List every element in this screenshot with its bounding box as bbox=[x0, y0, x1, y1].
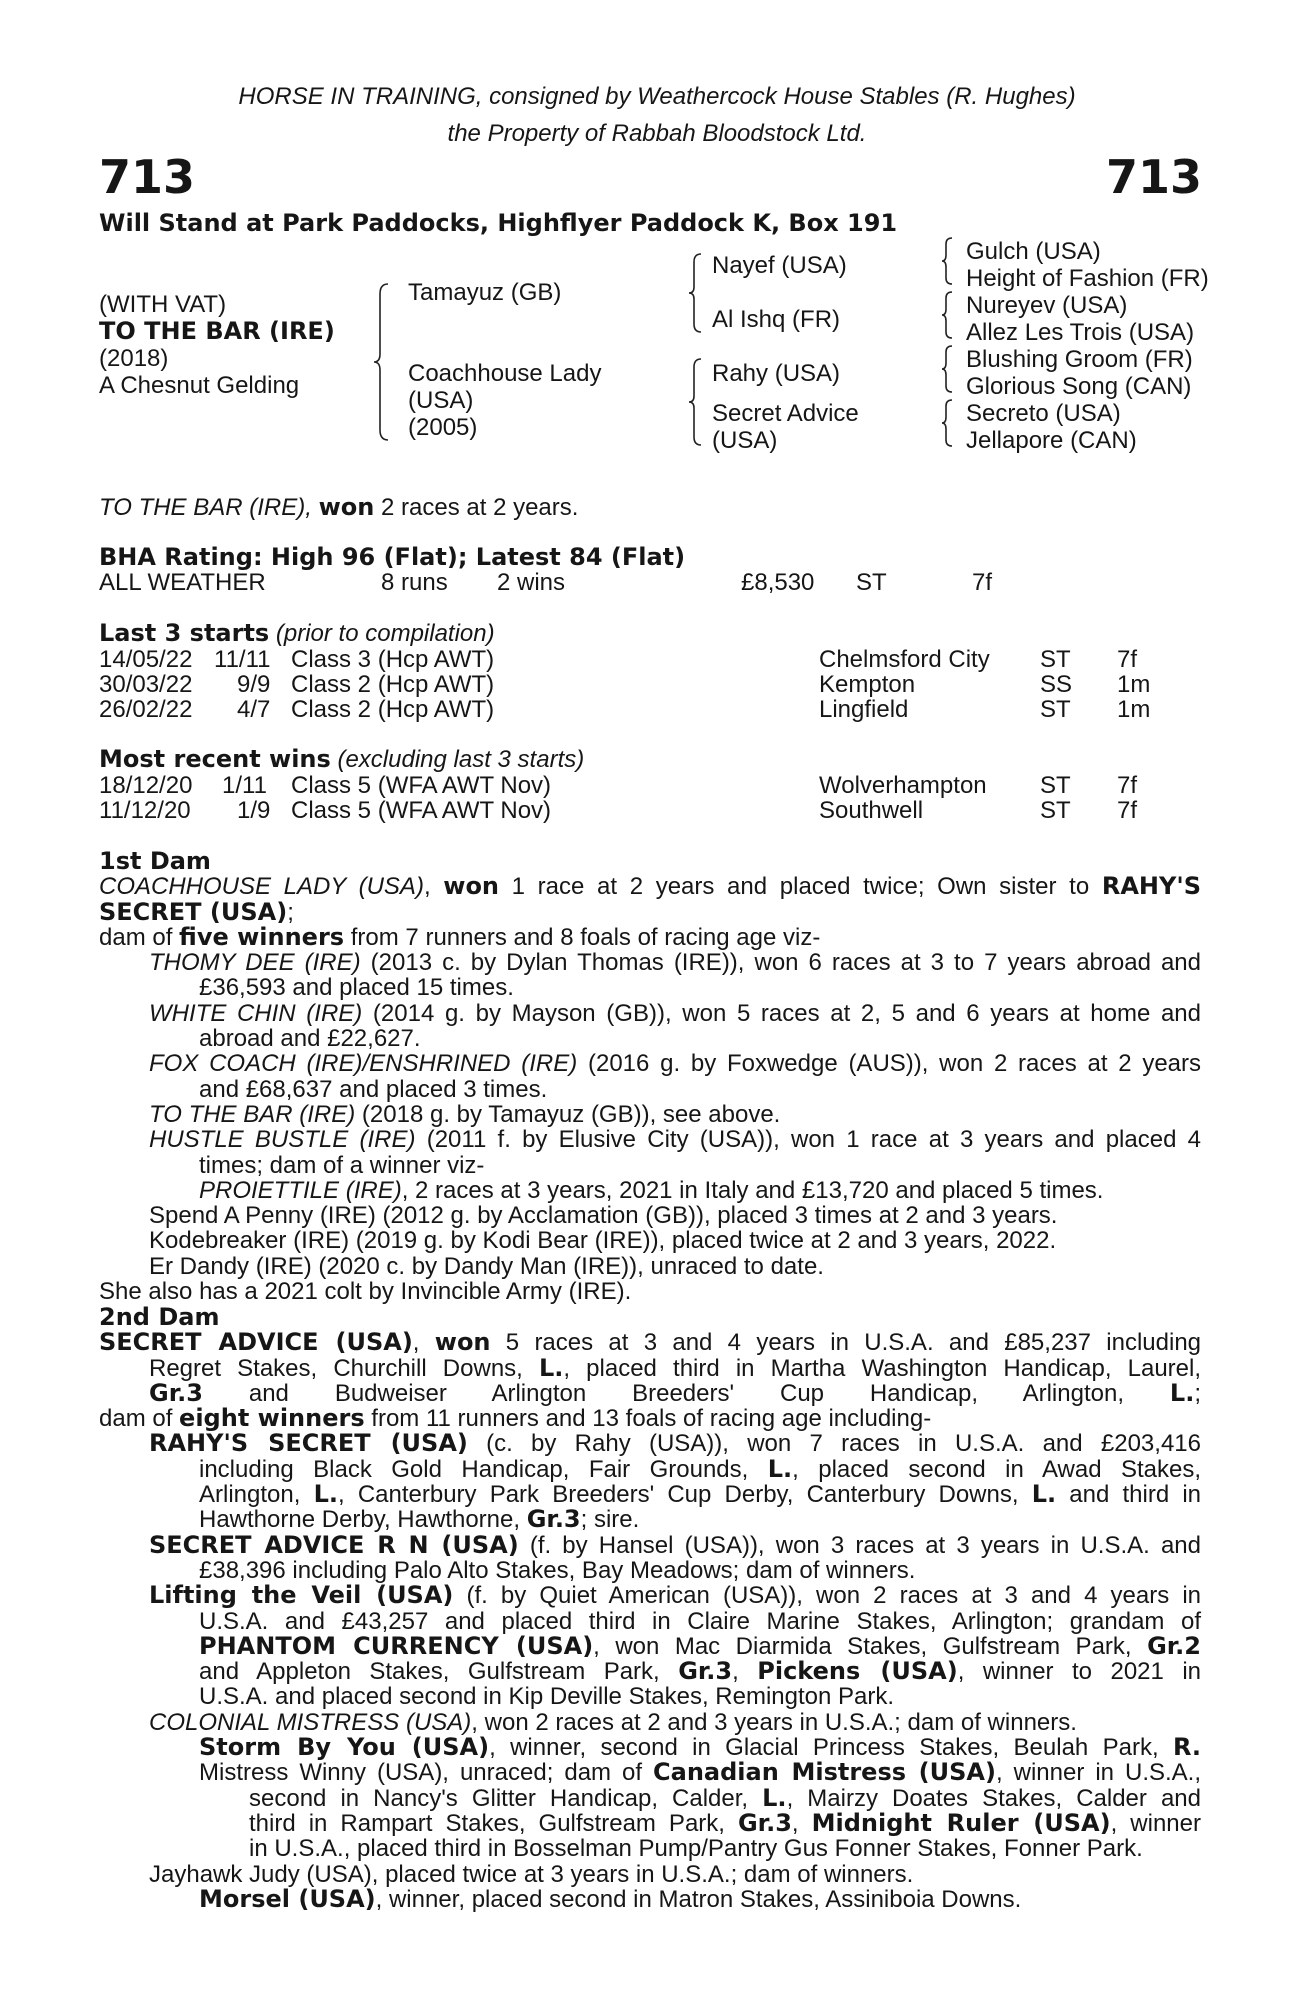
produce-entry: FOX COACH (IRE)/ENSHRINED (IRE) (2016 g. by Foxwedge (AUS)), won 2 races at 2 years bbox=[149, 1050, 1202, 1078]
produce-entry: Lifting the Veil (USA) (f. by Quiet American (USA)), won 2 races at 3 and 4 years in bbox=[149, 1581, 1201, 1610]
produce-entry: SECRET ADVICE R N (USA) (f. by Hansel (USA)), won 3 races at 3 years in U.S.A. and bbox=[149, 1530, 1201, 1559]
produce-entry-cont: third in Rampart Stakes, Gulfstream Park, Gr.3, Midnight Ruler (USA), winner bbox=[249, 1808, 1201, 1837]
pedigree-gen3-8: Jellapore (CAN) bbox=[966, 427, 1137, 454]
produce-entry: HUSTLE BUSTLE (IRE) (2011 f. by Elusive City (USA)), won 1 race at 3 years and placed 4 bbox=[149, 1126, 1201, 1154]
first-dam-section bbox=[99, 849, 1201, 1304]
win-row-1: 18/12/20 1/11 Class 5 (WFA AWT Nov) Wolverhampton ST 7f bbox=[99, 772, 1138, 799]
horse-description: A Chesnut Gelding bbox=[99, 372, 300, 399]
pedigree-gen3-4: Allez Les Trois (USA) bbox=[966, 319, 1195, 346]
all-weather-record: ALL WEATHER 8 runs 2 wins £8,530 ST 7f bbox=[99, 569, 993, 596]
produce-entry-cont: £38,396 including Palo Alto Stakes, Bay Meadows; dam of winners. bbox=[199, 1556, 916, 1584]
produce-entry-cont: U.S.A. and £43,257 and placed third in Claire Marine Stakes, Arlington; grandam of bbox=[199, 1607, 1201, 1635]
produce-entry: COLONIAL MISTRESS (USA), won 2 races at 2 and 3 years in U.S.A.; dam of winners. bbox=[149, 1708, 1077, 1736]
first-dam-note: She also has a 2021 colt by Invincible Army (IRE). bbox=[99, 1278, 632, 1306]
produce-entry-sub: Storm By You (USA), winner, second in Glacial Princess Stakes, Beulah Park, R. bbox=[199, 1733, 1201, 1762]
pedigree-gen2-dam-dam-country: (USA) bbox=[712, 427, 778, 454]
horse-year: (2018) bbox=[99, 345, 169, 372]
pedigree-gen3-2: Height of Fashion (FR) bbox=[966, 265, 1209, 292]
second-dam-line: Regret Stakes, Churchill Downs, L., placed third in Martha Washington Handicap, Laurel, bbox=[149, 1353, 1202, 1382]
start-row-3: 26/02/22 4/7 Class 2 (Hcp AWT) Lingfield ST 1m bbox=[99, 696, 1151, 723]
first-dam-line: SECRET (USA); bbox=[99, 897, 294, 926]
produce-entry-cont: times; dam of a winner viz- bbox=[199, 1151, 485, 1179]
recent-wins-heading: Most recent wins (excluding last 3 starts) bbox=[99, 745, 585, 773]
pedigree-gen2-dam-sire: Rahy (USA) bbox=[712, 360, 841, 387]
pedigree-brace-g2 bbox=[940, 290, 954, 340]
win-row-2: 11/12/20 1/9 Class 5 (WFA AWT Nov) Southwell ST 7f bbox=[99, 797, 1138, 824]
vat-note: (WITH VAT) bbox=[99, 291, 227, 318]
produce-entry-cont: abroad and £22,627. bbox=[199, 1025, 421, 1053]
lot-number-right: 713 bbox=[1105, 150, 1202, 204]
produce-entry-cont: and £68,637 and placed 3 times. bbox=[199, 1075, 548, 1103]
pedigree-gen2-dam-dam: Secret Advice bbox=[712, 400, 859, 427]
pedigree-brace-dam bbox=[687, 357, 703, 447]
pedigree-gen2-sire-sire: Nayef (USA) bbox=[712, 252, 847, 279]
produce-entry: Jayhawk Judy (USA), placed twice at 3 years in U.S.A.; dam of winners. bbox=[149, 1860, 914, 1888]
produce-entry-cont: PHANTOM CURRENCY (USA), won Mac Diarmida Stakes, Gulfstream Park, Gr.2 bbox=[199, 1631, 1201, 1660]
produce-entry: Er Dandy (IRE) (2020 c. by Dandy Man (IRE)), unraced to date. bbox=[149, 1252, 824, 1280]
first-dam-line: dam of five winners from 7 runners and 8 foals of racing age viz- bbox=[99, 922, 821, 951]
pedigree-dam-country: (USA) bbox=[408, 387, 474, 414]
stand-location: Will Stand at Park Paddocks, Highflyer Paddock K, Box 191 bbox=[99, 209, 898, 237]
property-line: the Property of Rabbah Bloodstock Ltd. bbox=[447, 120, 867, 147]
produce-entry-cont: in U.S.A., placed third in Bosselman Pump/Pantry Gus Fonner Stakes, Fonner Park. bbox=[249, 1835, 1143, 1863]
produce-entry-sub: Mistress Winny (USA), unraced; dam of Canadian Mistress (USA), winner in U.S.A., bbox=[199, 1758, 1202, 1787]
second-dam-line: dam of eight winners from 11 runners and 13 foals of racing age including- bbox=[99, 1404, 932, 1433]
pedigree-brace-g4 bbox=[940, 398, 954, 448]
pedigree-brace-g1 bbox=[940, 236, 954, 286]
produce-entry: Spend A Penny (IRE) (2012 g. by Acclamation (GB)), placed 3 times at 2 and 3 years. bbox=[149, 1202, 1058, 1230]
pedigree-dam-year: (2005) bbox=[408, 414, 478, 441]
produce-entry: RAHY'S SECRET (USA) (c. by Rahy (USA)), won 7 races in U.S.A. and £203,416 bbox=[149, 1429, 1201, 1458]
pedigree-gen3-7: Secreto (USA) bbox=[966, 400, 1121, 427]
second-dam-line: SECRET ADVICE (USA), won 5 races at 3 and 4 years in U.S.A. and £85,237 including bbox=[99, 1328, 1202, 1357]
pedigree-gen3-5: Blushing Groom (FR) bbox=[966, 346, 1193, 373]
produce-entry: WHITE CHIN (IRE) (2014 g. by Mayson (GB)), won 5 races at 2, 5 and 6 years at home and bbox=[149, 999, 1202, 1027]
produce-entry-sub: Morsel (USA), winner, placed second in Matron Stakes, Assiniboia Downs. bbox=[199, 1884, 1022, 1913]
pedigree-brace-sire bbox=[687, 252, 703, 334]
produce-entry-cont: including Black Gold Handicap, Fair Grounds, L., placed second in Awad Stakes, bbox=[199, 1454, 1202, 1483]
produce-entry: Kodebreaker (IRE) (2019 g. by Kodi Bear (IRE)), placed twice at 2 and 3 years, 2022. bbox=[149, 1227, 1057, 1255]
pedigree-gen3-6: Glorious Song (CAN) bbox=[966, 373, 1192, 400]
pedigree-sire: Tamayuz (GB) bbox=[408, 279, 562, 306]
first-dam-line: COACHHOUSE LADY (USA), won 1 race at 2 years and placed twice; Own sister to RAHY'S bbox=[99, 872, 1201, 901]
consignor-line: HORSE IN TRAINING, consigned by Weathercock House Stables (R. Hughes) bbox=[238, 83, 1076, 110]
pedigree-brace-main bbox=[372, 282, 392, 442]
second-dam-section bbox=[99, 1305, 1201, 1912]
produce-entry-cont: second in Nancy's Glitter Handicap, Calder, L., Mairzy Doates Stakes, Calder and bbox=[249, 1783, 1201, 1812]
bha-rating: BHA Rating: High 96 (Flat); Latest 84 (Flat) bbox=[99, 543, 686, 571]
produce-entry-cont: Hawthorne Derby, Hawthorne, Gr.3; sire. bbox=[199, 1505, 640, 1534]
start-row-2: 30/03/22 9/9 Class 2 (Hcp AWT) Kempton SS 1m bbox=[99, 671, 1151, 698]
pedigree-gen3-3: Nureyev (USA) bbox=[966, 292, 1128, 319]
produce-entry-cont: and Appleton Stakes, Gulfstream Park, Gr.3, Pickens (USA), winner to 2021 in bbox=[199, 1657, 1202, 1686]
race-summary: TO THE BAR (IRE), won 2 races at 2 years. bbox=[99, 493, 579, 521]
second-dam-line: Gr.3 and Budweiser Arlington Breeders' Cup Handicap, Arlington, L.; bbox=[149, 1378, 1201, 1407]
produce-entry: THOMY DEE (IRE) (2013 c. by Dylan Thomas (IRE)), won 6 races at 3 to 7 years abroad and bbox=[149, 949, 1201, 977]
first-dam-heading: 1st Dam bbox=[99, 847, 211, 875]
produce-entry: TO THE BAR (IRE) (2018 g. by Tamayuz (GB)), see above. bbox=[149, 1100, 781, 1128]
produce-entry-cont: U.S.A. and placed second in Kip Deville Stakes, Remington Park. bbox=[199, 1683, 895, 1711]
produce-entry-cont: £36,593 and placed 15 times. bbox=[199, 974, 514, 1002]
pedigree-gen3-1: Gulch (USA) bbox=[966, 238, 1101, 265]
start-row-1: 14/05/22 11/11 Class 3 (Hcp AWT) Chelmsford City ST 7f bbox=[99, 646, 1138, 673]
pedigree-brace-g3 bbox=[940, 344, 954, 394]
pedigree-gen2-sire-dam: Al Ishq (FR) bbox=[712, 306, 841, 333]
pedigree-dam: Coachhouse Lady bbox=[408, 360, 602, 387]
second-dam-heading: 2nd Dam bbox=[99, 1303, 220, 1331]
lot-number-left: 713 bbox=[99, 150, 196, 204]
horse-name: TO THE BAR (IRE) bbox=[99, 317, 335, 345]
last-starts-heading: Last 3 starts (prior to compilation) bbox=[99, 619, 495, 647]
produce-entry-cont: Arlington, L., Canterbury Park Breeders' Cup Derby, Canterbury Downs, L. and third in bbox=[199, 1480, 1202, 1509]
produce-entry-sub: PROIETTILE (IRE), 2 races at 3 years, 2021 in Italy and £13,720 and placed 5 times. bbox=[199, 1176, 1104, 1204]
